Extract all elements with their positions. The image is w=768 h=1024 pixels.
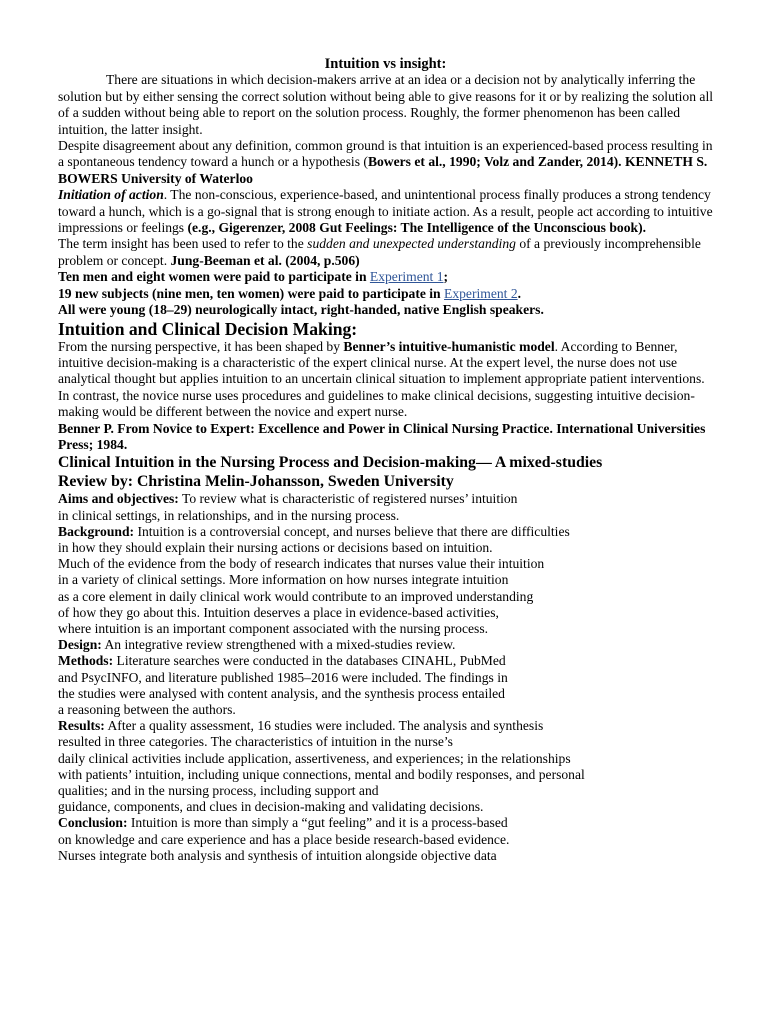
methods-line-3: the studies were analysed with content analysis, and the synthesis process entailed [58, 685, 505, 701]
experiment-1-text: Ten men and eight women were paid to participate in [58, 269, 370, 285]
benner-text-c: . According to Benner, intuitive decision-making is a characteristic of the expert clinical nurse. At the expert level, the nurse does not use analytical thought but applies intuition to an uncertain clinical situation to implement appropriate patient interventions. In contrast, the novice nurse uses procedures and guidelines to make clinical decisions, suggesting intuitive decision-making would be different between the novice and expert nurse. [58, 338, 705, 420]
paragraph-insight [58, 236, 713, 269]
results-line-5: qualities; and in the nursing process, including support and [58, 783, 379, 798]
insight-text-a: The term insight has been used to refer to the [58, 236, 308, 252]
section-heading-mixed-studies [58, 453, 713, 491]
design-line [58, 637, 713, 653]
abstract [58, 491, 713, 864]
results-line-1 [58, 718, 713, 734]
conclusion-line-1 [58, 815, 713, 831]
citation-gigerenzer: (e.g., Gigerenzer, 2008 Gut Feelings: The Intelligence of the Unconscious book). [187, 220, 647, 236]
experiment-2-punct: . [517, 285, 522, 301]
background-line-6: of how they go about this. Intuition deserves a place in evidence-based activities, [58, 604, 499, 620]
background-line-1 [58, 524, 713, 540]
aims-text-1: To review what is characteristic of registered nurses’ intuition [178, 491, 518, 507]
background-line-4: in a variety of clinical settings. More information on how nurses integrate intuition [58, 572, 509, 588]
aims-line-1 [58, 491, 713, 507]
conclusion-label: Conclusion: [58, 815, 128, 831]
experiment-2-text: 19 new subjects (nine men, ten women) were paid to participate in [58, 285, 445, 301]
results-line-2: resulted in three categories. The characteristics of intuition in the nurse’s [58, 734, 453, 750]
section-title-intuition-vs-insight: Intuition vs insight: [324, 56, 447, 72]
initiation-text: . The non-conscious, experience-based, and unintentional process finally produces a strong tendency toward a hunch, which is a go-signal that is strong enough to initiate action. As a result, people act according to intuitive impressions or feelings [58, 187, 713, 236]
reference-benner [58, 421, 713, 454]
line-experiment-1 [58, 269, 713, 285]
results-text-1: After a quality assessment, 16 studies were included. The analysis and synthesis [104, 718, 544, 734]
paragraph-initiation [58, 187, 713, 236]
methods-line-2: and PsycINFO, and literature published 1985–2016 were included. The findings in [58, 669, 508, 685]
background-text-1: Intuition is a controversial concept, and nurses believe that there are difficulties [134, 523, 570, 539]
aims-label: Aims and objectives: [58, 491, 179, 507]
line-subjects [58, 302, 713, 318]
experiment-2-link[interactable]: Experiment 2 [444, 285, 518, 301]
background-line-7: where intuition is an important component associated with the nursing process. [58, 620, 489, 636]
experiment-1-punct: ; [443, 269, 449, 285]
benner-reference-text: Benner P. From Novice to Expert: Excellence and Power in Clinical Nursing Practice. International Universities Press; 1984. [58, 420, 706, 452]
section-heading-clinical-decision: Intuition and Clinical Decision Making: [58, 318, 358, 339]
heading-line-1: Clinical Intuition in the Nursing Process and Decision-making— A mixed-studies [58, 454, 603, 472]
background-line-2: in how they should explain their nursing actions or decisions based on intuition. [58, 539, 493, 555]
methods-text-1: Literature searches were conducted in the databases CINAHL, PubMed [113, 653, 506, 669]
benner-text-a: From the nursing perspective, it has been shaped by [58, 338, 344, 354]
conclusion-line-2: on knowledge and care experience and has a place beside research-based evidence. [58, 831, 510, 847]
results-line-4: with patients’ intuition, including unique connections, mental and bodily responses, and personal [58, 766, 585, 782]
methods-label: Methods: [58, 653, 114, 669]
conclusion-line-3: Nurses integrate both analysis and synthesis of intuition alongside objective data [58, 847, 497, 863]
aims-line-2: in clinical settings, in relationships, and in the nursing process. [58, 507, 400, 523]
design-label: Design: [58, 637, 102, 653]
definition-text: Despite disagreement about any definition, common ground is that intuition is an experienced-based process resulting in a spontaneous tendency toward a hunch or a hypothesis ( [58, 138, 713, 170]
term-initiation-of-action: Initiation of action [58, 187, 164, 203]
paragraph-benner [58, 339, 713, 421]
results-line-3: daily clinical activities include application, assertiveness, and experiences; in the relationships [58, 750, 571, 766]
benner-model: Benner’s intuitive-humanistic model [343, 338, 555, 354]
subjects-text: All were young (18–29) neurologically intact, right-handed, native English speakers. [58, 302, 544, 318]
design-text: An integrative review strengthened with a mixed-studies review. [101, 637, 456, 653]
paragraph-definition [58, 138, 713, 187]
background-line-3: Much of the evidence from the body of research indicates that nurses value their intuition [58, 556, 545, 572]
background-label: Background: [58, 523, 135, 539]
results-label: Results: [58, 718, 105, 734]
citation-jung-beeman: Jung-Beeman et al. (2004, p.506) [170, 252, 360, 268]
results-line-6: guidance, components, and clues in decision-making and validating decisions. [58, 799, 484, 815]
line-experiment-2 [58, 286, 713, 302]
conclusion-text-1: Intuition is more than simply a “gut feeling” and it is a process-based [127, 815, 508, 831]
document-page [58, 56, 713, 864]
background-line-5: as a core element in daily clinical work would contribute to an improved understanding [58, 588, 534, 604]
methods-line-1 [58, 653, 713, 669]
insight-emphasis: sudden and unexpected understanding [307, 236, 516, 252]
citation-bowers: Bowers et al., 1990; Volz and Zander, 2014). KENNETH S. BOWERS University of Waterloo [58, 154, 708, 186]
insight-text-c: of a previously incomprehensible problem or concept. [58, 236, 701, 268]
methods-line-4: a reasoning between the authors. [58, 701, 236, 717]
paragraph-intro: There are situations in which decision-makers arrive at an idea or a decision not by analytically inferring the solution but by either sensing the correct solution without being able to give reasons for it or by realizing the solution all of a sudden without being able to report on the solution process. Roughly, the former phenomenon has been called intuition, the latter insight. [58, 72, 714, 137]
experiment-1-link[interactable]: Experiment 1 [369, 269, 444, 285]
heading-line-2: Review by: Christina Melin-Johansson, Sweden University [58, 473, 454, 491]
